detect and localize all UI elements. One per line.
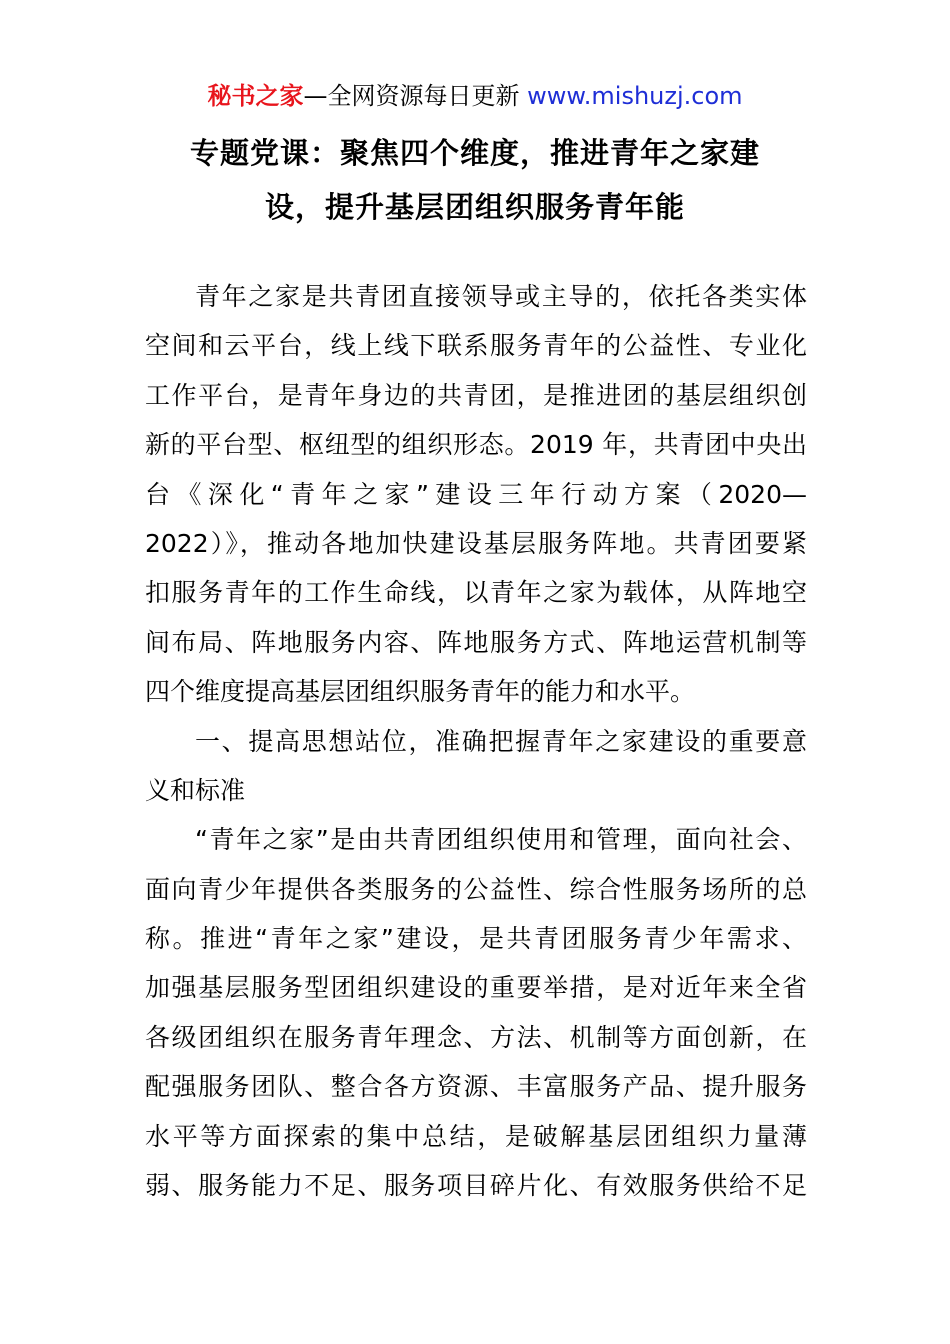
body-line: 工作平台，是青年身边的共青团，是推进团的基层组织创	[145, 380, 807, 410]
body-line: 水平等方面探索的集中总结，是破解基层团组织力量薄	[145, 1121, 807, 1151]
site-url-link[interactable]: www.mishuzj.com	[527, 82, 743, 110]
site-brand: 秘书之家	[207, 82, 304, 110]
document-title	[145, 126, 805, 234]
body-line: 扣服务青年的工作生命线，以青年之家为载体，从阵地空	[145, 578, 807, 608]
body-line: 各级团组织在服务青年理念、方法、机制等方面创新，在	[145, 1022, 807, 1052]
body-line: 2022）》，推动各地加快建设基层服务阵地。共青团要紧	[145, 528, 807, 558]
body-line: 面向青少年提供各类服务的公益性、综合性服务场所的总	[145, 874, 807, 904]
site-header	[0, 80, 950, 112]
body-line: 四个维度提高基层团组织服务青年的能力和水平。	[145, 677, 696, 707]
body-line: “青年之家”是由共青团组织使用和管理，面向社会、	[195, 825, 807, 855]
body-line: 青年之家是共青团直接领导或主导的，依托各类实体	[195, 282, 807, 311]
document-body	[145, 272, 807, 1210]
section-heading-line: 义和标准	[145, 775, 246, 805]
body-line: 台《深化“青年之家”建设三年行动方案（2020—	[145, 479, 807, 509]
section-heading-line: 一、提高思想站位，准确把握青年之家建设的重要意	[195, 726, 807, 756]
body-line: 称。推进“青年之家”建设，是共青团服务青少年需求、	[145, 924, 807, 954]
body-line: 空间和云平台，线上线下联系服务青年的公益性、专业化	[145, 331, 807, 361]
title-line: 设，提升基层团组织服务青年能	[264, 190, 685, 224]
body-line: 间布局、阵地服务内容、阵地服务方式、阵地运营机制等	[145, 627, 807, 657]
body-line: 弱、服务能力不足、服务项目碎片化、有效服务供给不足	[145, 1171, 807, 1201]
site-tagline: —全网资源每日更新	[303, 82, 520, 110]
body-line: 配强服务团队、整合各方资源、丰富服务产品、提升服务	[145, 1072, 807, 1102]
title-line: 专题党课：聚焦四个维度，推进青年之家建	[189, 136, 760, 170]
body-line: 新的平台型、枢纽型的组织形态。2019 年，共青团中央出	[145, 430, 807, 460]
body-line: 加强基层服务型团组织建设的重要举措，是对近年来全省	[145, 973, 807, 1003]
